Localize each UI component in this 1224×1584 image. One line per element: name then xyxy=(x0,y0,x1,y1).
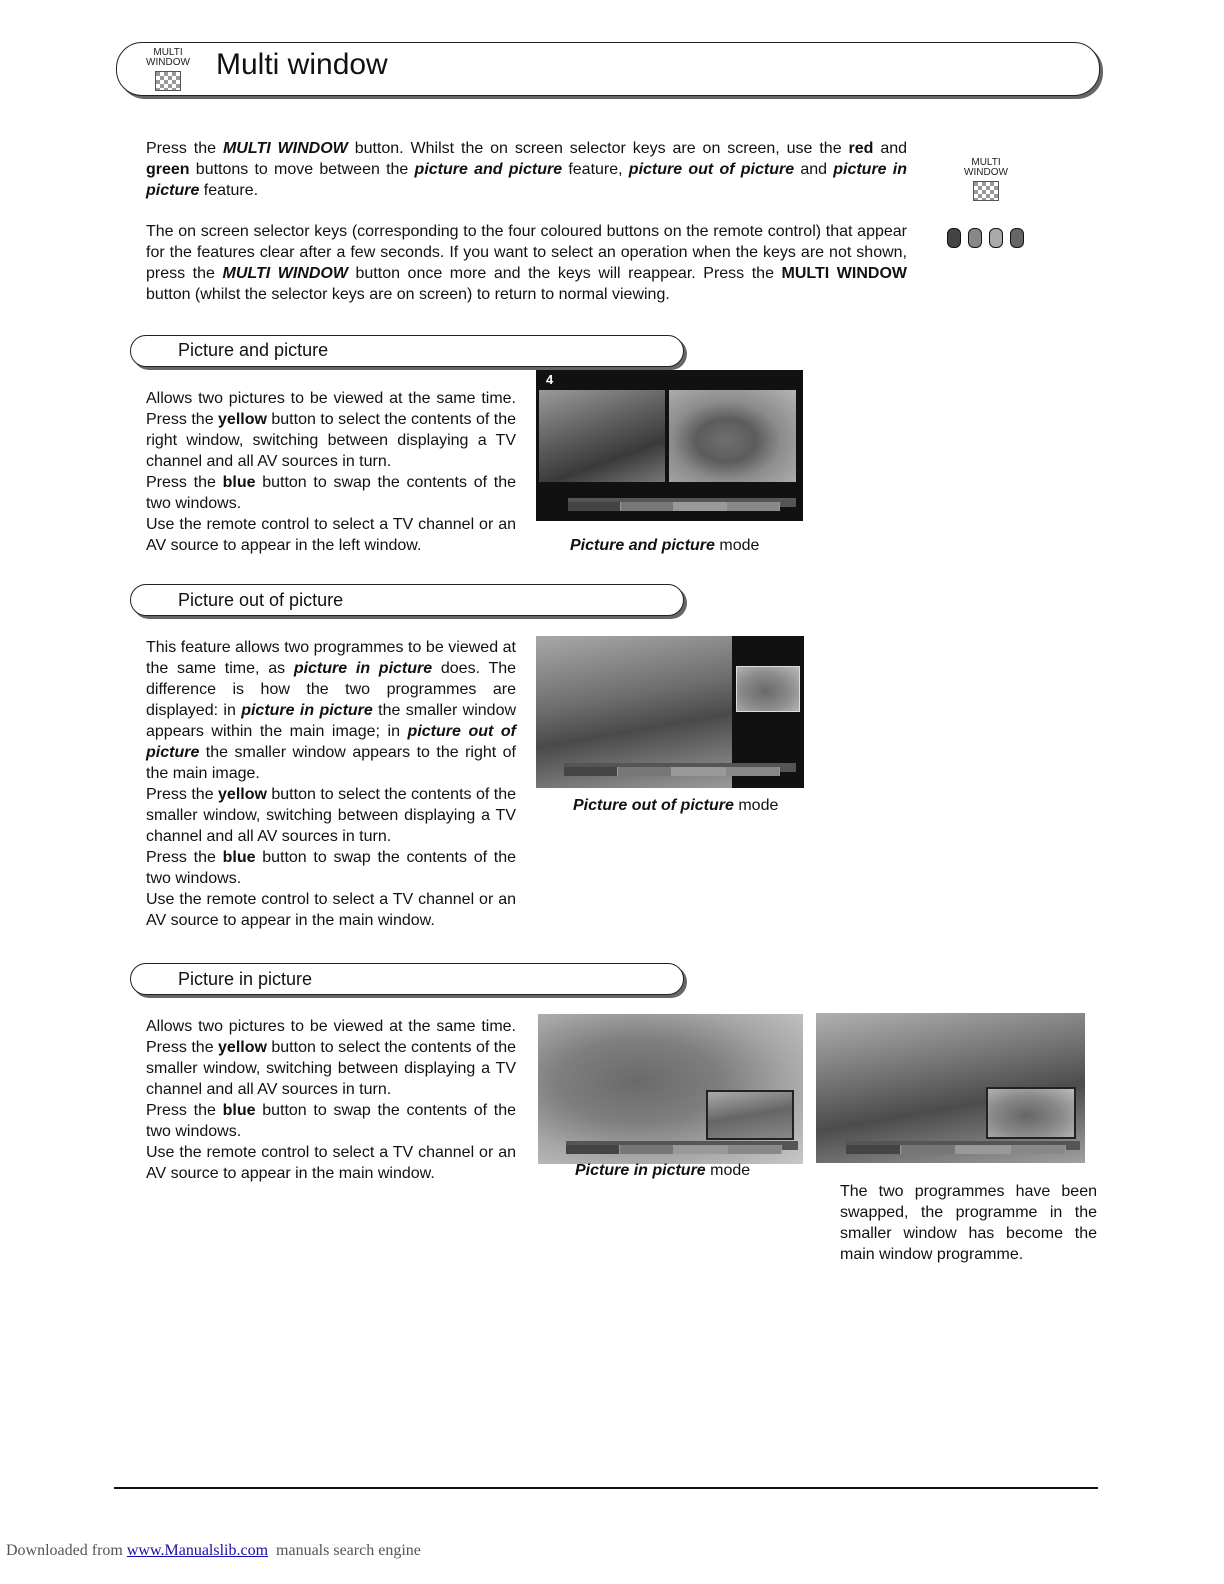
left-window-image xyxy=(539,390,665,482)
caption-emphasis: Picture and picture xyxy=(570,537,715,554)
caption-picture-in-picture xyxy=(575,1162,750,1180)
section-body-picture-and-picture: Allows two pictures to be viewed at the same time. Press the yellow button to select the contents of the right window, switching between displaying a TV channel and all AV sources in turn. Press the blue button to swap the contents of the two windows. Use the remote control to select a TV channel or an AV source to appear in the left window. xyxy=(146,390,517,554)
screen-channel-number: 4 xyxy=(546,372,554,387)
smaller-window-image xyxy=(986,1087,1076,1139)
section-title-picture-out-of-picture: Picture out of picture xyxy=(178,590,344,610)
section-body-picture-in-picture: Allows two pictures to be viewed at the same time. Press the yellow button to select the contents of the smaller window, switching between displaying a TV channel and all AV sources in turn. Press the blue button to swap the contents of the two windows. Use the remote control to select a TV channel or an AV source to appear in the main window. xyxy=(146,1018,517,1182)
icon-label-line1: MULTI xyxy=(153,47,183,58)
swap-note: The two programmes have been swapped, the programme in the smaller window has become the main window programme. xyxy=(840,1183,1097,1263)
multi-window-icon xyxy=(142,48,194,91)
screenshot-picture-in-picture xyxy=(538,1014,803,1164)
screen-selector-keys xyxy=(566,1141,798,1150)
screenshot-picture-out-of-picture xyxy=(536,636,804,788)
selector-keys-icon xyxy=(947,228,1031,253)
bottom-rule xyxy=(114,1487,1098,1489)
section-body-picture-out-of-picture: This feature allows two programmes to be viewed at the same time, as picture in picture does. The difference is how the two programmes are displayed: in picture in picture the smaller window appears within the main image; in picture out of picture the smaller window appears to the right of the main image. Press the yellow button to select the contents of the smaller window, switching between displaying a TV channel and all AV sources in turn. Press the blue button to swap the contents of the two windows. Use the remote control to select a TV channel or an AV source to appear in the main window. xyxy=(146,639,517,929)
intro-paragraph-2: The on screen selector keys (corresponding to the four coloured buttons on the remote control) that appear for the features clear after a few seconds. If you want to select an operation when the keys are not shown, press the MULTI WINDOW button once more and the keys will reappear. Press the MULTI WINDOW button (whilst the selector keys are on screen) to return to normal viewing. xyxy=(146,223,907,303)
smaller-window-image xyxy=(736,666,800,712)
screen-selector-keys xyxy=(564,763,796,772)
intro-paragraph-1: Press the MULTI WINDOW button. Whilst the on screen selector keys are on screen, use the red and green buttons to move between the picture and picture feature, picture out of picture and picture in picture feature. xyxy=(146,140,908,199)
caption-suffix: mode xyxy=(733,797,779,814)
caption-emphasis: Picture out of picture xyxy=(573,797,734,814)
section-title-picture-in-picture: Picture in picture xyxy=(178,969,313,989)
selector-key-4 xyxy=(1010,228,1024,248)
side-icon-label-line2: WINDOW xyxy=(964,167,1008,178)
screenshot-swapped-picture-in-picture xyxy=(816,1013,1085,1163)
footer-suffix: manuals search engine xyxy=(268,1542,421,1559)
smaller-window-image xyxy=(706,1090,794,1140)
side-checker-icon xyxy=(973,181,999,201)
selector-key-2 xyxy=(968,228,982,248)
side-multi-window-icon xyxy=(960,158,1012,201)
side-icon-label-line1: MULTI xyxy=(971,157,1001,168)
right-window-image xyxy=(669,390,796,482)
caption-suffix: mode xyxy=(714,537,760,554)
footer-link[interactable]: www.Manualslib.com xyxy=(126,1542,269,1559)
footer xyxy=(6,1542,421,1560)
checker-icon xyxy=(155,71,181,91)
screen-selector-keys xyxy=(846,1141,1080,1150)
footer-prefix: Downloaded from xyxy=(6,1542,127,1559)
section-title-picture-and-picture: Picture and picture xyxy=(178,340,329,360)
caption-picture-out-of-picture xyxy=(573,797,778,815)
screen-selector-keys xyxy=(568,498,796,507)
selector-key-1 xyxy=(947,228,961,248)
caption-emphasis: Picture in picture xyxy=(575,1162,706,1179)
caption-picture-and-picture xyxy=(570,537,759,555)
page-title: Multi window xyxy=(216,48,388,81)
caption-suffix: mode xyxy=(705,1162,751,1179)
icon-label-line2: WINDOW xyxy=(146,57,190,68)
selector-key-3 xyxy=(989,228,1003,248)
screenshot-picture-and-picture xyxy=(536,370,803,521)
